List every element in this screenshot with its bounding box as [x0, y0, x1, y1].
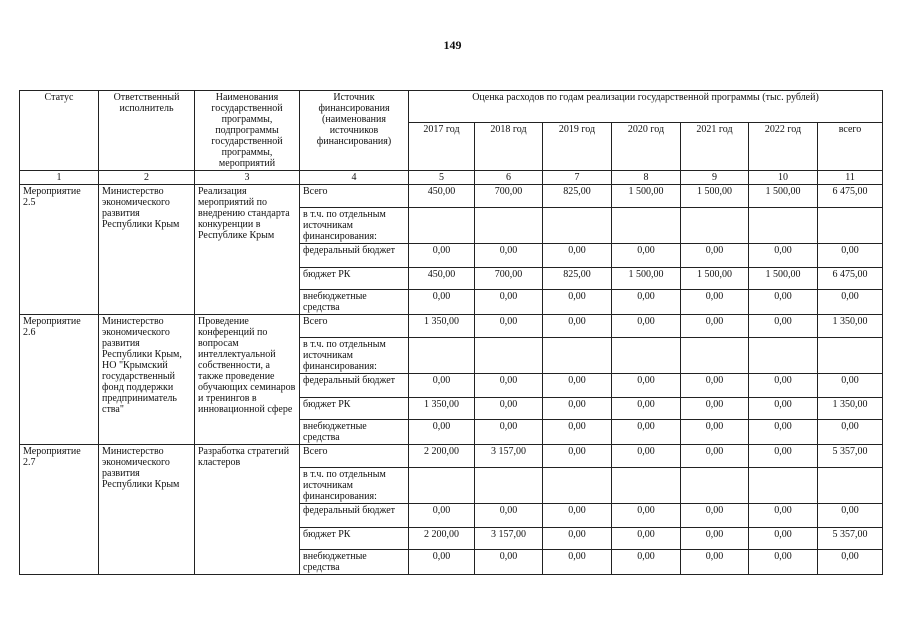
total-value-cell: [818, 208, 883, 244]
column-number: 4: [300, 171, 409, 185]
year-value-cell: 0,00: [749, 315, 818, 338]
year-value-cell: [612, 468, 681, 504]
total-value-cell: 0,00: [818, 290, 883, 315]
total-value-cell: 0,00: [818, 550, 883, 575]
header-name: Наименования государственной программы, подпрограммы государственной программы, мероприятий: [195, 91, 300, 171]
table-row: [20, 315, 883, 338]
total-value-cell: 0,00: [818, 374, 883, 398]
year-value-cell: 0,00: [612, 445, 681, 468]
header-estimate: Оценка расходов по годам реализации государственной программы (тыс. рублей): [409, 91, 883, 123]
year-value-cell: 0,00: [475, 244, 543, 268]
year-value-cell: 450,00: [409, 268, 475, 290]
year-value-cell: 0,00: [612, 420, 681, 445]
total-value-cell: 5 357,00: [818, 445, 883, 468]
year-value-cell: 0,00: [543, 315, 612, 338]
year-value-cell: 0,00: [681, 504, 749, 528]
year-value-cell: 0,00: [749, 528, 818, 550]
year-value-cell: 0,00: [681, 528, 749, 550]
year-value-cell: [409, 208, 475, 244]
total-value-cell: 0,00: [818, 420, 883, 445]
year-value-cell: 0,00: [409, 290, 475, 315]
total-value-cell: 6 475,00: [818, 268, 883, 290]
year-value-cell: 0,00: [612, 398, 681, 420]
funding-source-cell: Всего: [300, 185, 409, 208]
measure-name-cell: Проведение конференций по вопросам интеллектуальной собственности, а также проведение обучающих семинаров и тренингов в инновационной сфере: [195, 315, 300, 445]
year-value-cell: 0,00: [681, 420, 749, 445]
column-number: 7: [543, 171, 612, 185]
column-number: 6: [475, 171, 543, 185]
year-value-cell: 0,00: [475, 290, 543, 315]
header-year: 2020 год: [612, 122, 681, 170]
executor-cell: Министерство экономического развития Республики Крым, НО "Крымский государственный фонд поддержки предприниматель ства": [99, 315, 195, 445]
funding-source-cell: внебюджетные средства: [300, 550, 409, 575]
year-value-cell: 0,00: [749, 420, 818, 445]
year-value-cell: 0,00: [543, 445, 612, 468]
funding-source-cell: федеральный бюджет: [300, 374, 409, 398]
year-value-cell: 2 200,00: [409, 445, 475, 468]
header-executor: Ответственный исполнитель: [99, 91, 195, 171]
year-value-cell: 0,00: [409, 420, 475, 445]
column-number: 11: [818, 171, 883, 185]
year-value-cell: 0,00: [681, 290, 749, 315]
year-value-cell: 2 200,00: [409, 528, 475, 550]
budget-table: [19, 90, 883, 575]
year-value-cell: 0,00: [681, 445, 749, 468]
year-value-cell: 0,00: [409, 244, 475, 268]
status-cell: Мероприятие 2.5: [20, 185, 99, 315]
total-value-cell: 1 350,00: [818, 398, 883, 420]
header-year: 2019 год: [543, 122, 612, 170]
total-value-cell: [818, 468, 883, 504]
year-value-cell: [749, 468, 818, 504]
year-value-cell: 0,00: [681, 398, 749, 420]
year-value-cell: 0,00: [475, 420, 543, 445]
total-value-cell: 6 475,00: [818, 185, 883, 208]
column-number: 2: [99, 171, 195, 185]
year-value-cell: 0,00: [409, 504, 475, 528]
year-value-cell: 0,00: [543, 420, 612, 445]
year-value-cell: 0,00: [612, 374, 681, 398]
column-number-row: [20, 171, 883, 185]
year-value-cell: 0,00: [612, 244, 681, 268]
year-value-cell: [749, 208, 818, 244]
column-number: 3: [195, 171, 300, 185]
year-value-cell: 825,00: [543, 268, 612, 290]
column-number: 8: [612, 171, 681, 185]
year-value-cell: 0,00: [681, 374, 749, 398]
year-value-cell: 1 350,00: [409, 398, 475, 420]
total-value-cell: 1 350,00: [818, 315, 883, 338]
header-year: 2022 год: [749, 122, 818, 170]
status-cell: Мероприятие 2.6: [20, 315, 99, 445]
year-value-cell: 0,00: [749, 398, 818, 420]
header-year: 2018 год: [475, 122, 543, 170]
year-value-cell: 0,00: [543, 374, 612, 398]
year-value-cell: [475, 208, 543, 244]
year-value-cell: 0,00: [612, 550, 681, 575]
table-row: [20, 445, 883, 468]
header-total: всего: [818, 122, 883, 170]
year-value-cell: 450,00: [409, 185, 475, 208]
year-value-cell: [681, 338, 749, 374]
year-value-cell: 700,00: [475, 185, 543, 208]
header-year: 2021 год: [681, 122, 749, 170]
year-value-cell: [543, 338, 612, 374]
year-value-cell: 1 500,00: [749, 268, 818, 290]
funding-source-cell: в т.ч. по отдельным источникам финансирования:: [300, 338, 409, 374]
year-value-cell: 0,00: [681, 244, 749, 268]
total-value-cell: [818, 338, 883, 374]
funding-source-cell: в т.ч. по отдельным источникам финансирования:: [300, 468, 409, 504]
measure-name-cell: Реализация мероприятий по внедрению стандарта конкуренции в Республике Крым: [195, 185, 300, 315]
year-value-cell: 0,00: [543, 504, 612, 528]
year-value-cell: 0,00: [475, 550, 543, 575]
funding-source-cell: бюджет РК: [300, 398, 409, 420]
year-value-cell: 0,00: [543, 244, 612, 268]
year-value-cell: 0,00: [543, 528, 612, 550]
page-number: 149: [443, 38, 462, 52]
year-value-cell: 0,00: [749, 374, 818, 398]
column-number: 9: [681, 171, 749, 185]
year-value-cell: 0,00: [681, 550, 749, 575]
year-value-cell: [681, 468, 749, 504]
column-number: 10: [749, 171, 818, 185]
year-value-cell: 700,00: [475, 268, 543, 290]
year-value-cell: 0,00: [749, 504, 818, 528]
year-value-cell: 0,00: [681, 315, 749, 338]
year-value-cell: [612, 208, 681, 244]
year-value-cell: 0,00: [475, 398, 543, 420]
funding-source-cell: бюджет РК: [300, 528, 409, 550]
year-value-cell: 0,00: [543, 398, 612, 420]
column-number: 5: [409, 171, 475, 185]
status-cell: Мероприятие 2.7: [20, 445, 99, 575]
funding-source-cell: федеральный бюджет: [300, 244, 409, 268]
year-value-cell: [409, 338, 475, 374]
year-value-cell: 1 500,00: [681, 185, 749, 208]
total-value-cell: 0,00: [818, 504, 883, 528]
header-source: Источник финансирования (наименования источников финансирования): [300, 91, 409, 171]
funding-source-cell: Всего: [300, 315, 409, 338]
year-value-cell: 0,00: [612, 315, 681, 338]
year-value-cell: [475, 468, 543, 504]
year-value-cell: 0,00: [612, 504, 681, 528]
funding-source-cell: бюджет РК: [300, 268, 409, 290]
year-value-cell: 3 157,00: [475, 445, 543, 468]
year-value-cell: 0,00: [612, 528, 681, 550]
year-value-cell: 1 500,00: [749, 185, 818, 208]
year-value-cell: 0,00: [749, 290, 818, 315]
column-number: 1: [20, 171, 99, 185]
year-value-cell: 0,00: [475, 315, 543, 338]
funding-source-cell: в т.ч. по отдельным источникам финансирования:: [300, 208, 409, 244]
header-row-1: [20, 91, 883, 123]
total-value-cell: 5 357,00: [818, 528, 883, 550]
year-value-cell: 0,00: [749, 550, 818, 575]
funding-source-cell: Всего: [300, 445, 409, 468]
table-row: [20, 185, 883, 208]
year-value-cell: 1 500,00: [612, 185, 681, 208]
year-value-cell: 0,00: [475, 374, 543, 398]
year-value-cell: 0,00: [749, 244, 818, 268]
year-value-cell: 1 500,00: [681, 268, 749, 290]
year-value-cell: [409, 468, 475, 504]
executor-cell: Министерство экономического развития Республики Крым: [99, 445, 195, 575]
total-value-cell: 0,00: [818, 244, 883, 268]
measure-name-cell: Разработка стратегий кластеров: [195, 445, 300, 575]
header-year: 2017 год: [409, 122, 475, 170]
funding-source-cell: внебюджетные средства: [300, 420, 409, 445]
year-value-cell: 825,00: [543, 185, 612, 208]
year-value-cell: 0,00: [409, 550, 475, 575]
year-value-cell: 0,00: [612, 290, 681, 315]
year-value-cell: 1 500,00: [612, 268, 681, 290]
year-value-cell: [681, 208, 749, 244]
year-value-cell: 0,00: [543, 550, 612, 575]
year-value-cell: 3 157,00: [475, 528, 543, 550]
year-value-cell: [543, 468, 612, 504]
year-value-cell: [543, 208, 612, 244]
year-value-cell: [475, 338, 543, 374]
year-value-cell: 0,00: [409, 374, 475, 398]
year-value-cell: 0,00: [543, 290, 612, 315]
year-value-cell: [749, 338, 818, 374]
funding-source-cell: внебюджетные средства: [300, 290, 409, 315]
year-value-cell: [612, 338, 681, 374]
year-value-cell: 0,00: [749, 445, 818, 468]
year-value-cell: 1 350,00: [409, 315, 475, 338]
funding-source-cell: федеральный бюджет: [300, 504, 409, 528]
header-status: Статус: [20, 91, 99, 171]
executor-cell: Министерство экономического развития Республики Крым: [99, 185, 195, 315]
year-value-cell: 0,00: [475, 504, 543, 528]
